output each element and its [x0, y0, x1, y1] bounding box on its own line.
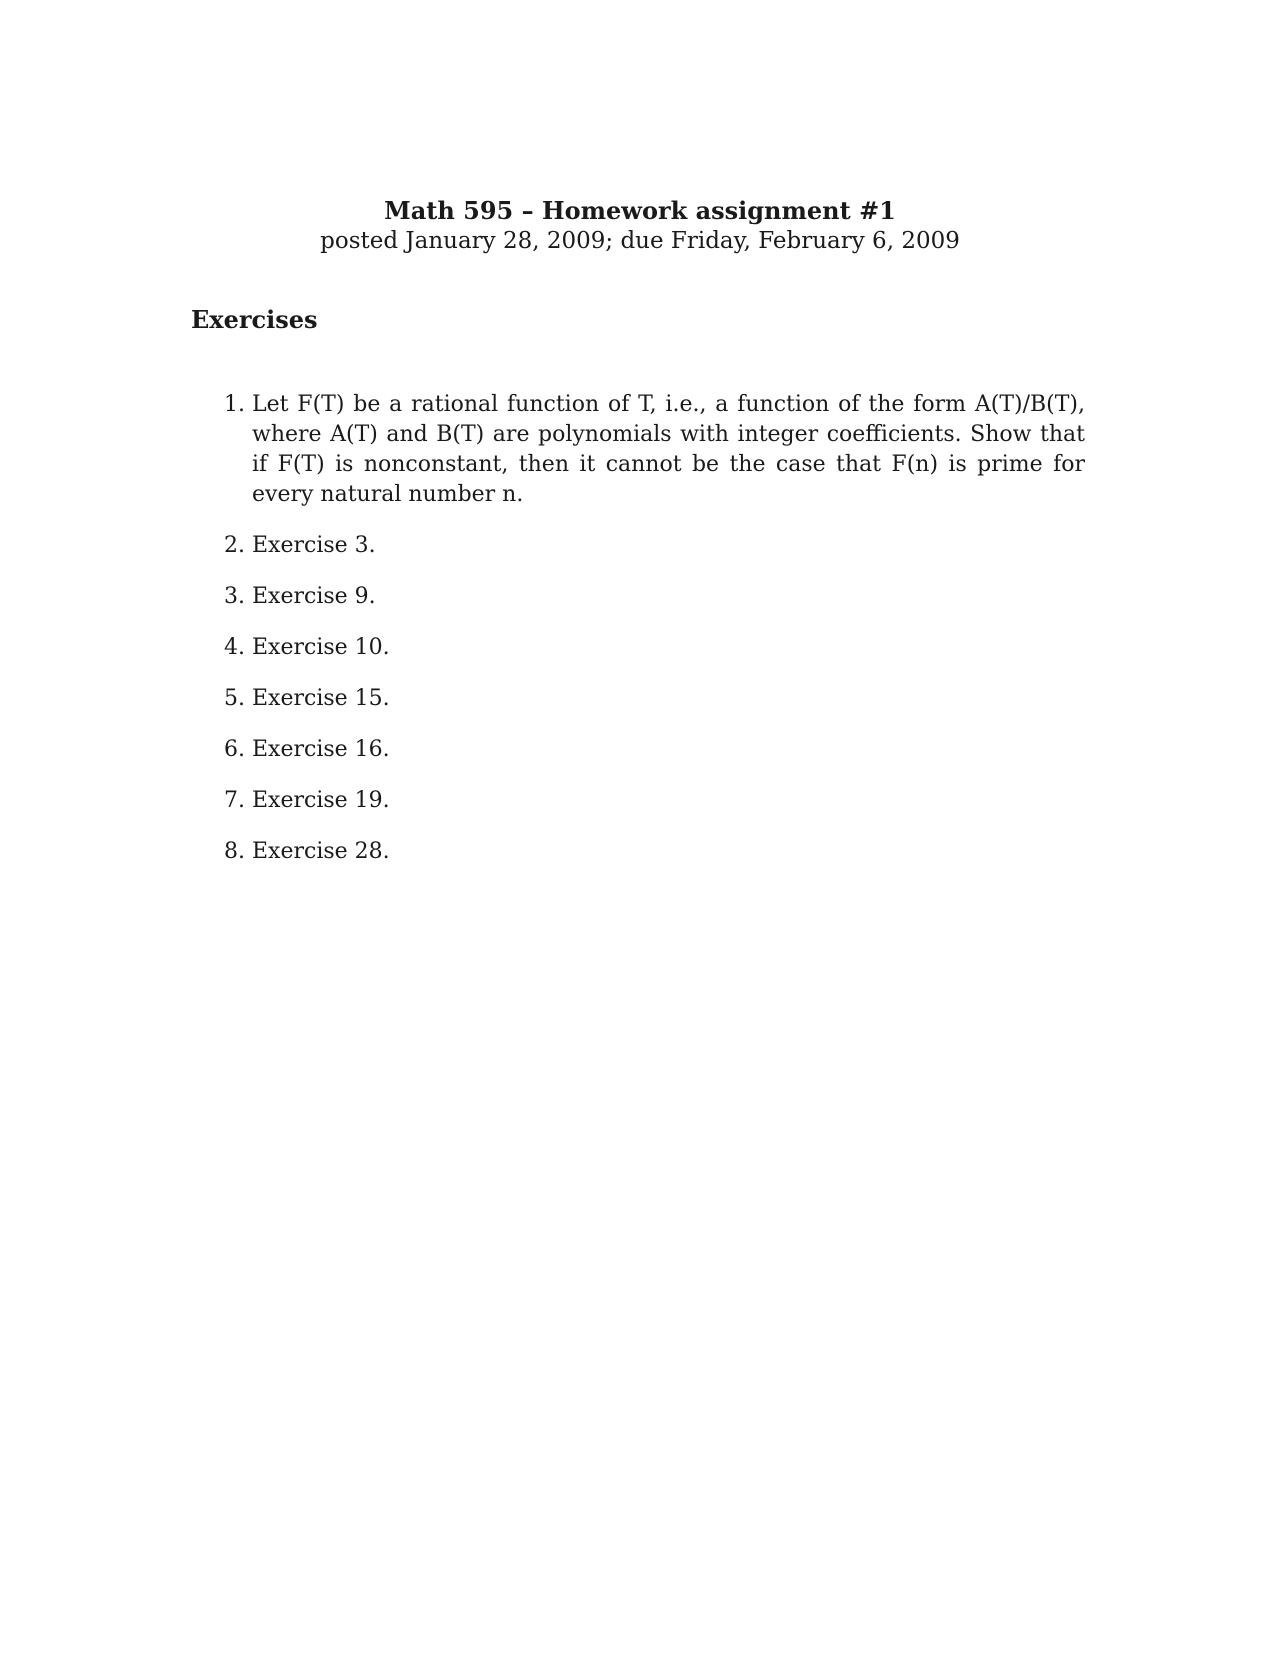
- exercise-text: Exercise 28.: [252, 839, 390, 864]
- section-heading-exercises: Exercises: [191, 305, 318, 334]
- exercise-number: 5.: [224, 686, 245, 711]
- exercise-number: 4.: [224, 635, 245, 660]
- exercise-number: 3.: [224, 584, 245, 609]
- exercise-number: 1.: [224, 392, 245, 417]
- exercise-item: [207, 582, 1085, 612]
- posting-dates: posted January 28, 2009; due Friday, February 6, 2009: [320, 228, 960, 254]
- exercise-list: [207, 390, 1085, 888]
- exercise-item: [207, 735, 1085, 765]
- exercise-text: Exercise 19.: [252, 788, 390, 813]
- exercise-number: 8.: [224, 839, 245, 864]
- title-block: [0, 197, 1280, 255]
- exercise-item: [207, 531, 1085, 561]
- exercise-number: 2.: [224, 533, 245, 558]
- exercise-number: 7.: [224, 788, 245, 813]
- exercise-item: [207, 633, 1085, 663]
- exercise-text: Exercise 3.: [252, 533, 376, 558]
- exercise-text: Exercise 10.: [252, 635, 390, 660]
- exercise-text: Exercise 16.: [252, 737, 390, 762]
- exercise-text: Exercise 9.: [252, 584, 376, 609]
- exercise-text: Exercise 15.: [252, 686, 390, 711]
- page-title: Math 595 – Homework assignment #1: [384, 196, 896, 225]
- exercise-item: [207, 684, 1085, 714]
- exercise-number: 6.: [224, 737, 245, 762]
- exercise-item: [207, 390, 1085, 510]
- exercise-item: [207, 786, 1085, 816]
- exercise-text: Let F(T) be a rational function of T, i.e., a function of the form A(T)/B(T), where A(T) and B(T) are polynomials with integer coefficients. Show that if F(T) is nonconstant, then it cannot be the case that F(n) is prime for every natural number n.: [252, 392, 1085, 507]
- exercise-item: [207, 837, 1085, 867]
